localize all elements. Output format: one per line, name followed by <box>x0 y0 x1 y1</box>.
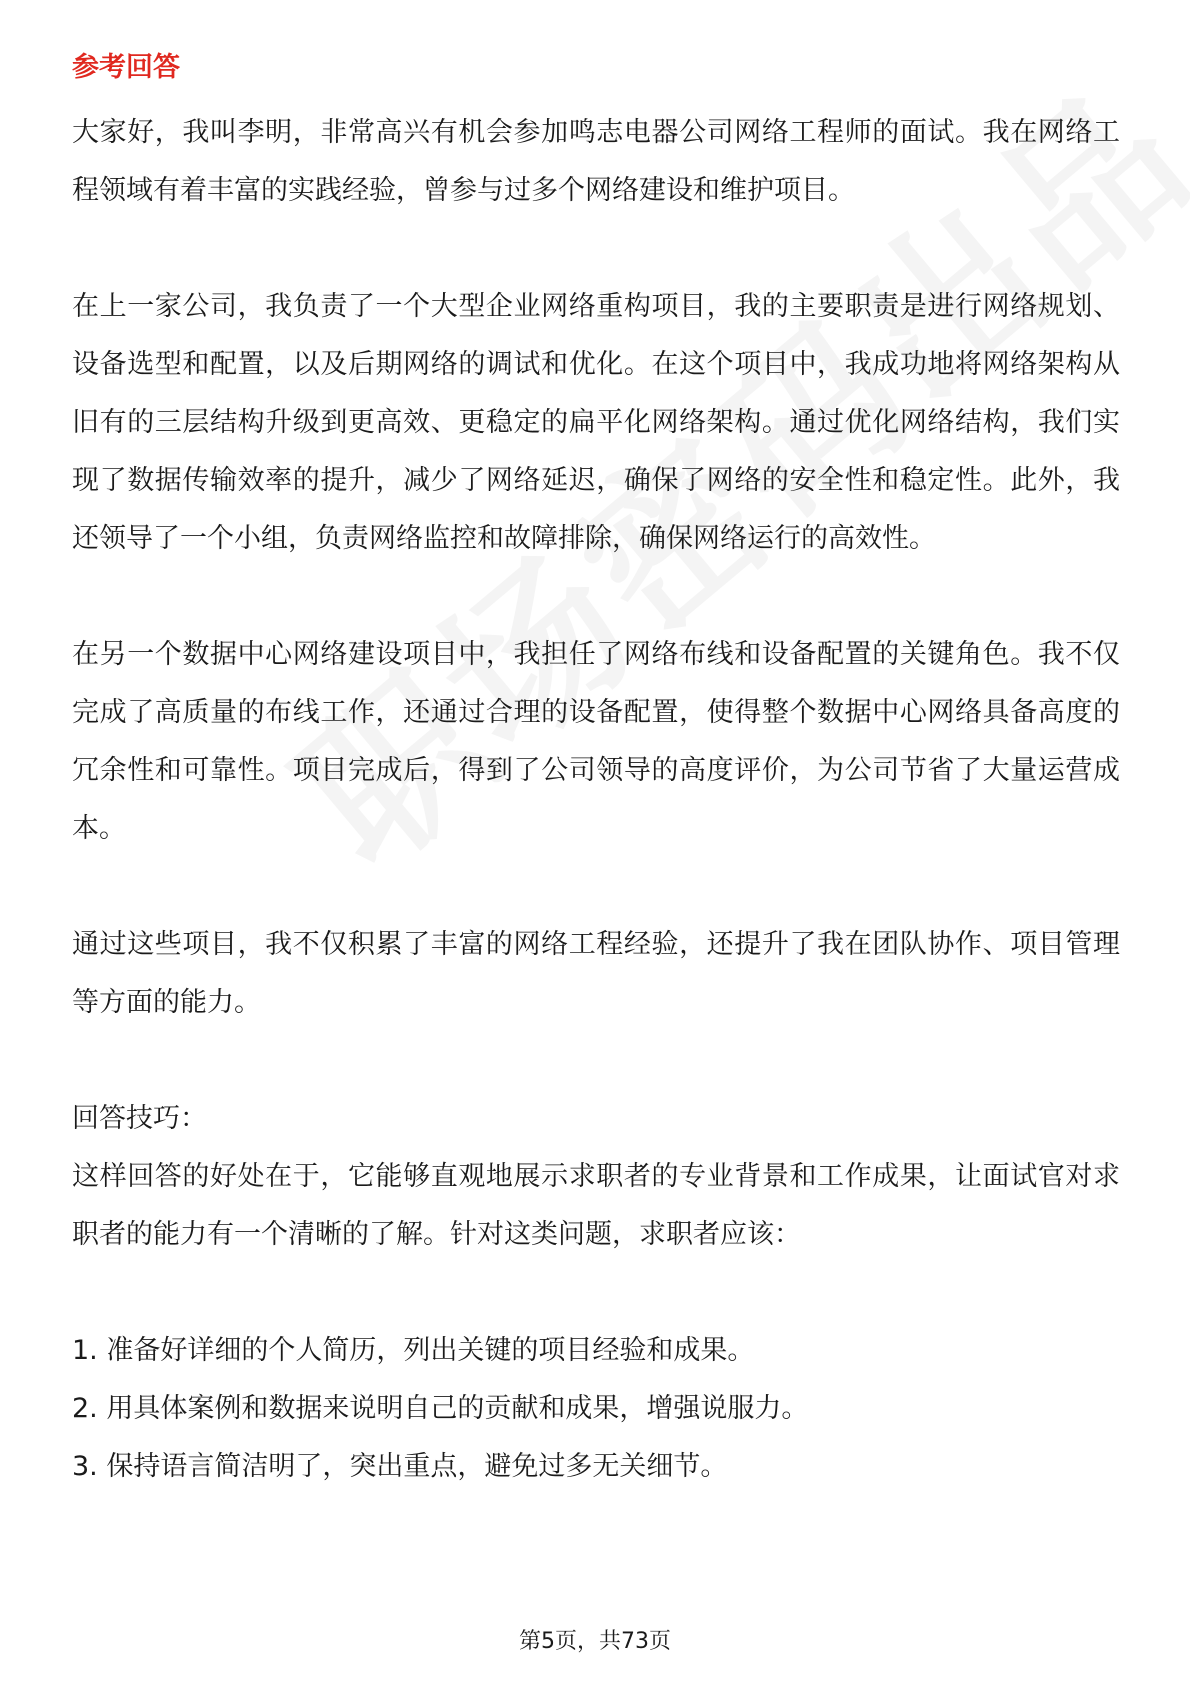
answer-paragraph: 通过这些项目，我不仅积累了丰富的网络工程经验，还提升了我在团队协作、项目管理等方面的能力。 <box>72 929 1120 1018</box>
answer-paragraph: 在上一家公司，我负责了一个大型企业网络重构项目，我的主要职责是进行网络规划、设备选型和配置，以及后期网络的调试和优化。在这个项目中，我成功地将网络架构从旧有的三层结构升级到更高效、更稳定的扁平化网络架构。通过优化网络结构，我们实现了数据传输效率的提升，减少了网络延迟，确保了网络的安全性和稳定性。此外，我还领导了一个小组，负责网络监控和故障排除，确保网络运行的高效性。 <box>72 291 1120 554</box>
tips-intro: 这样回答的好处在于，它能够直观地展示求职者的专业背景和工作成果，让面试官对求职者的能力有一个清晰的了解。针对这类问题，求职者应该： <box>72 1161 1120 1250</box>
page-number: 第5页，共73页 <box>519 1629 671 1654</box>
tips-heading: 回答技巧： <box>72 1103 207 1134</box>
tips-list-item: 2. 用具体案例和数据来说明自己的贡献和成果，增强说服力。 <box>72 1393 809 1424</box>
document-body <box>72 48 1120 1496</box>
tips-list-item: 1. 准备好详细的个人简历，列出关键的项目经验和成果。 <box>72 1335 755 1366</box>
tips-list-item: 3. 保持语言简洁明了，突出重点，避免过多无关细节。 <box>72 1451 728 1482</box>
tips-list <box>72 1322 1120 1496</box>
answer-heading: 参考回答 <box>72 52 180 83</box>
answer-paragraph: 在另一个数据中心网络建设项目中，我担任了网络布线和设备配置的关键角色。我不仅完成了高质量的布线工作，还通过合理的设备配置，使得整个数据中心网络具备高度的冗余性和可靠性。项目完成后，得到了公司领导的高度评价，为公司节省了大量运营成本。 <box>72 639 1120 844</box>
answer-paragraph: 大家好，我叫李明，非常高兴有机会参加鸣志电器公司网络工程师的面试。我在网络工程领域有着丰富的实践经验，曾参与过多个网络建设和维护项目。 <box>72 117 1120 206</box>
